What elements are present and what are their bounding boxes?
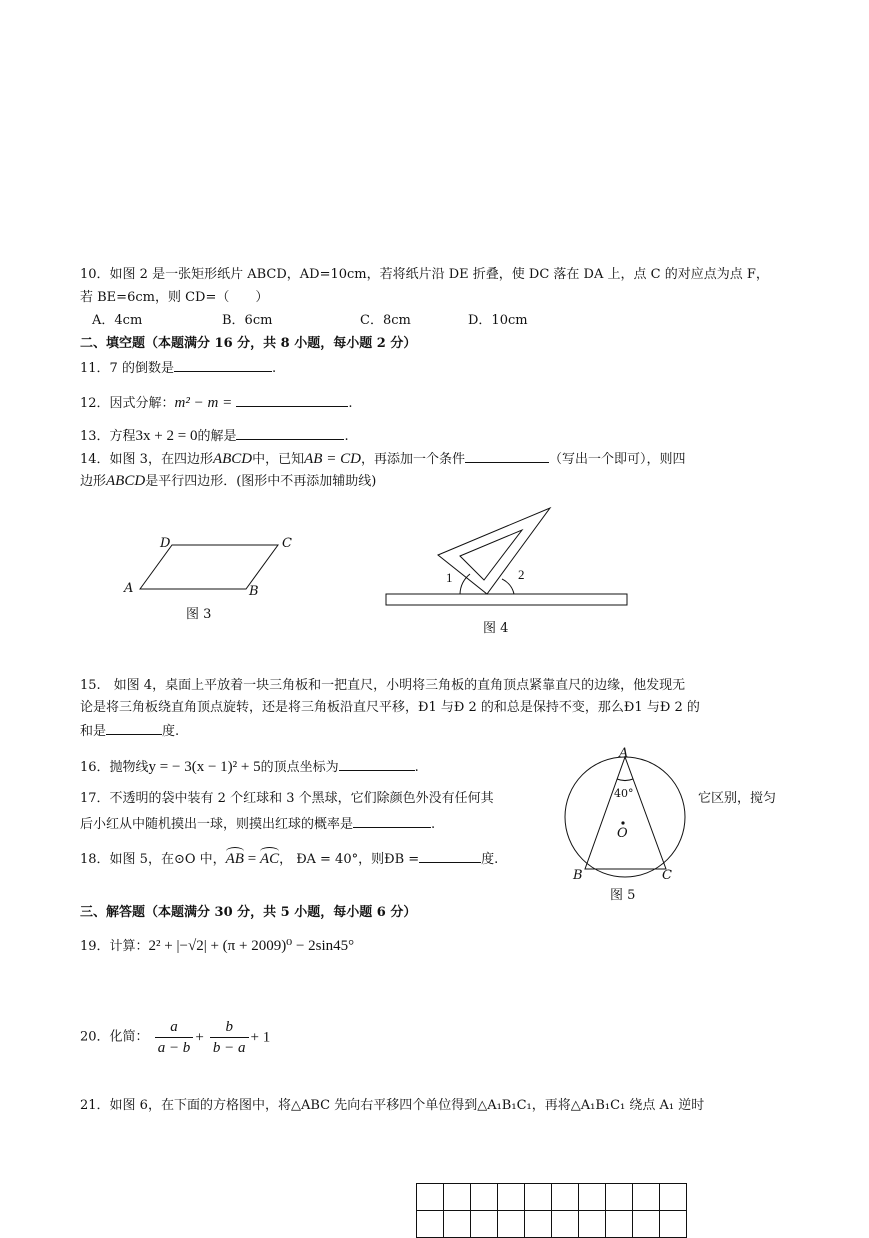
- q13-answer-blank[interactable]: [236, 427, 344, 440]
- grid-cell: [444, 1184, 471, 1211]
- q10-line1: 10．如图 2 是一张矩形纸片 ABCD，AD=10cm，若将纸片沿 DE 折叠，使 DC 落在 DA 上，点 C 的对应点为点 F，: [80, 267, 769, 282]
- q20-plus: +: [195, 1029, 204, 1046]
- grid-cell: [660, 1184, 687, 1211]
- q13: [80, 427, 349, 445]
- q20-num2: b: [210, 1017, 249, 1038]
- grid-cell: [633, 1211, 660, 1238]
- q13-after: 的解是: [197, 429, 237, 444]
- fig3-caption: 图 3: [186, 607, 212, 622]
- q10-option-c: C．8cm: [360, 313, 411, 328]
- grid-cell: [579, 1184, 606, 1211]
- fig5-label-a: A: [619, 746, 629, 761]
- q10-option-a: A．4cm: [92, 313, 143, 328]
- grid-cell: [552, 1211, 579, 1238]
- q18-eq: =: [243, 851, 260, 867]
- fig3-label-a: A: [124, 581, 134, 596]
- q16: [80, 758, 419, 776]
- q20-fraction-2: [210, 1017, 249, 1058]
- grid-cell: [579, 1211, 606, 1238]
- triangle-abc: [585, 757, 666, 869]
- q20-den2: b − a: [212, 1040, 246, 1056]
- q15-answer-blank[interactable]: [106, 722, 162, 735]
- q12-end: .: [348, 396, 353, 411]
- q14-p4: （写出一个即可），则四: [548, 452, 686, 467]
- q16-text: 16．抛物线: [80, 760, 149, 775]
- straight-ruler: [386, 594, 627, 605]
- grid-cell: [417, 1211, 444, 1238]
- grid-cell: [525, 1184, 552, 1211]
- q16-after: 的顶点坐标为: [260, 760, 339, 775]
- q11-answer-blank[interactable]: [174, 359, 272, 372]
- angle-a-arc: [617, 779, 633, 781]
- q14-line2b: 是平行四边形．(图形中不再添加辅助线): [145, 474, 377, 489]
- q19-text: 19．计算：: [80, 939, 149, 954]
- grid-cell: [471, 1184, 498, 1211]
- q15-line3a: 和是: [80, 724, 107, 739]
- q14-condition: AB = CD: [304, 451, 361, 467]
- q20-den1: a − b: [157, 1040, 191, 1056]
- fig3-label-d: D: [160, 536, 171, 551]
- figure-5-circle: [560, 755, 695, 880]
- angle2-arc: [502, 579, 514, 594]
- section3-title: 三、解答题（本题满分 30 分，共 5 小题，每小题 6 分）: [80, 905, 417, 920]
- triangle-inner: [460, 530, 522, 580]
- q14-p3: ，再添加一个条件: [360, 452, 465, 467]
- fig5-caption: 图 5: [610, 888, 636, 903]
- q12: [80, 394, 352, 412]
- q20-num1: a: [155, 1017, 194, 1038]
- q18-arc-ab: AB: [225, 851, 244, 867]
- grid-cell: [660, 1211, 687, 1238]
- grid-cell: [471, 1211, 498, 1238]
- fig5-label-c: C: [662, 868, 672, 883]
- q12-text: 12．因式分解：: [80, 396, 175, 411]
- q20-fraction-1: [155, 1017, 194, 1058]
- q10-option-d: D．10cm: [468, 313, 528, 328]
- q16-answer-blank[interactable]: [339, 758, 415, 771]
- grid-cell: [498, 1184, 525, 1211]
- q14-answer-blank[interactable]: [465, 450, 549, 463]
- q20-tail: + 1: [250, 1029, 271, 1046]
- q17-line1b: 它区别，搅匀: [698, 791, 777, 806]
- q14-line2: [80, 473, 376, 490]
- q21-line1: 21．如图 6，在下面的方格图中，将△ABC 先向右平移四个单位得到△A₁B₁C₁，再将△A₁B₁C₁ 绕点 A₁ 逆时: [80, 1098, 705, 1113]
- q13-text: 13．方程: [80, 429, 136, 444]
- q18-p2: ， ÐA = 40°，则ÐB =: [279, 852, 420, 867]
- fig3-label-c: C: [282, 536, 292, 551]
- q14-abcd-2: ABCD: [106, 473, 146, 489]
- q12-expression: m² − m =: [174, 395, 233, 411]
- center-point: [621, 821, 624, 824]
- triangle-outer: [438, 508, 550, 594]
- q16-end: .: [414, 760, 419, 775]
- q18: [80, 850, 498, 868]
- parallelogram-shape: [140, 545, 278, 589]
- q18-answer-blank[interactable]: [419, 850, 481, 863]
- fig5-label-o: O: [617, 826, 628, 841]
- fig4-angle1: 1: [446, 570, 453, 585]
- fig5-angle: 40°: [614, 787, 634, 800]
- grid-cell: [606, 1184, 633, 1211]
- q14-line2a: 边形: [80, 474, 107, 489]
- q12-answer-blank[interactable]: [236, 394, 348, 407]
- fig3-label-b: B: [249, 584, 259, 599]
- q15-line3: [80, 722, 179, 740]
- grid-cell: [552, 1184, 579, 1211]
- q14-p1: 14．如图 3，在四边形: [80, 452, 213, 467]
- grid-cell: [633, 1184, 660, 1211]
- q15-line3b: 度.: [162, 724, 180, 739]
- q15-line1: 15. 如图 4，桌面上平放着一块三角板和一把直尺，小明将三角板的直角顶点紧靠直尺的边缘，他发现无: [80, 678, 686, 693]
- grid-cell: [525, 1211, 552, 1238]
- q10-option-b: B．6cm: [222, 313, 273, 328]
- grid-cell: [606, 1211, 633, 1238]
- grid-figure-6: [416, 1183, 687, 1238]
- q11-end: .: [271, 361, 277, 376]
- figure-3-parallelogram: [110, 530, 310, 610]
- q14-abcd: ABCD: [212, 451, 253, 467]
- q17-end: .: [431, 817, 436, 832]
- q11-text: 11．7 的倒数是: [80, 361, 174, 376]
- q14-p2: 中，已知: [252, 452, 305, 467]
- q11: [80, 359, 276, 377]
- q13-end: .: [344, 429, 349, 444]
- circle-o: [565, 757, 685, 877]
- grid-cell: [444, 1211, 471, 1238]
- fig4-caption: 图 4: [483, 621, 509, 636]
- q17-answer-blank[interactable]: [353, 815, 431, 828]
- q17-line2-text: 后小红从中随机摸出一球，则摸出红球的概率是: [80, 817, 354, 832]
- q18-end: 度.: [481, 852, 499, 867]
- fig4-angle2: 2: [518, 567, 525, 582]
- q14-line1: [80, 450, 685, 468]
- q17-line2: [80, 815, 435, 833]
- q20: [80, 1017, 270, 1058]
- section2-title: 二、填空题（本题满分 16 分，共 8 小题，每小题 2 分）: [80, 336, 417, 351]
- fig5-label-b: B: [573, 868, 583, 883]
- grid-cell: [417, 1184, 444, 1211]
- q18-arc-ac: AC: [259, 851, 280, 867]
- q19-expression: 2² + |−√2| + (π + 2009)⁰ − 2sin45°: [148, 938, 355, 954]
- q17-line1a: 17．不透明的袋中装有 2 个红球和 3 个黑球，它们除颜色外没有任何其: [80, 791, 494, 806]
- q15-line2: 论是将三角板绕直角顶点旋转，还是将三角板沿直尺平移，Ð1 与Ð 2 的和总是保持不变，那么Ð1 与Ð 2 的: [80, 700, 700, 715]
- q16-equation: y = − 3(x − 1)² + 5: [148, 759, 261, 775]
- q10-line2: 若 BE=6cm，则 CD=（ ）: [80, 290, 269, 305]
- q18-p1: 18．如图 5，在⊙O 中，: [80, 852, 226, 867]
- figure-4-triangle-ruler: [380, 500, 640, 610]
- grid-cell: [498, 1211, 525, 1238]
- q19: [80, 938, 354, 955]
- q13-equation: 3x + 2 = 0: [135, 428, 198, 444]
- q20-text: 20．化简：: [80, 1029, 149, 1045]
